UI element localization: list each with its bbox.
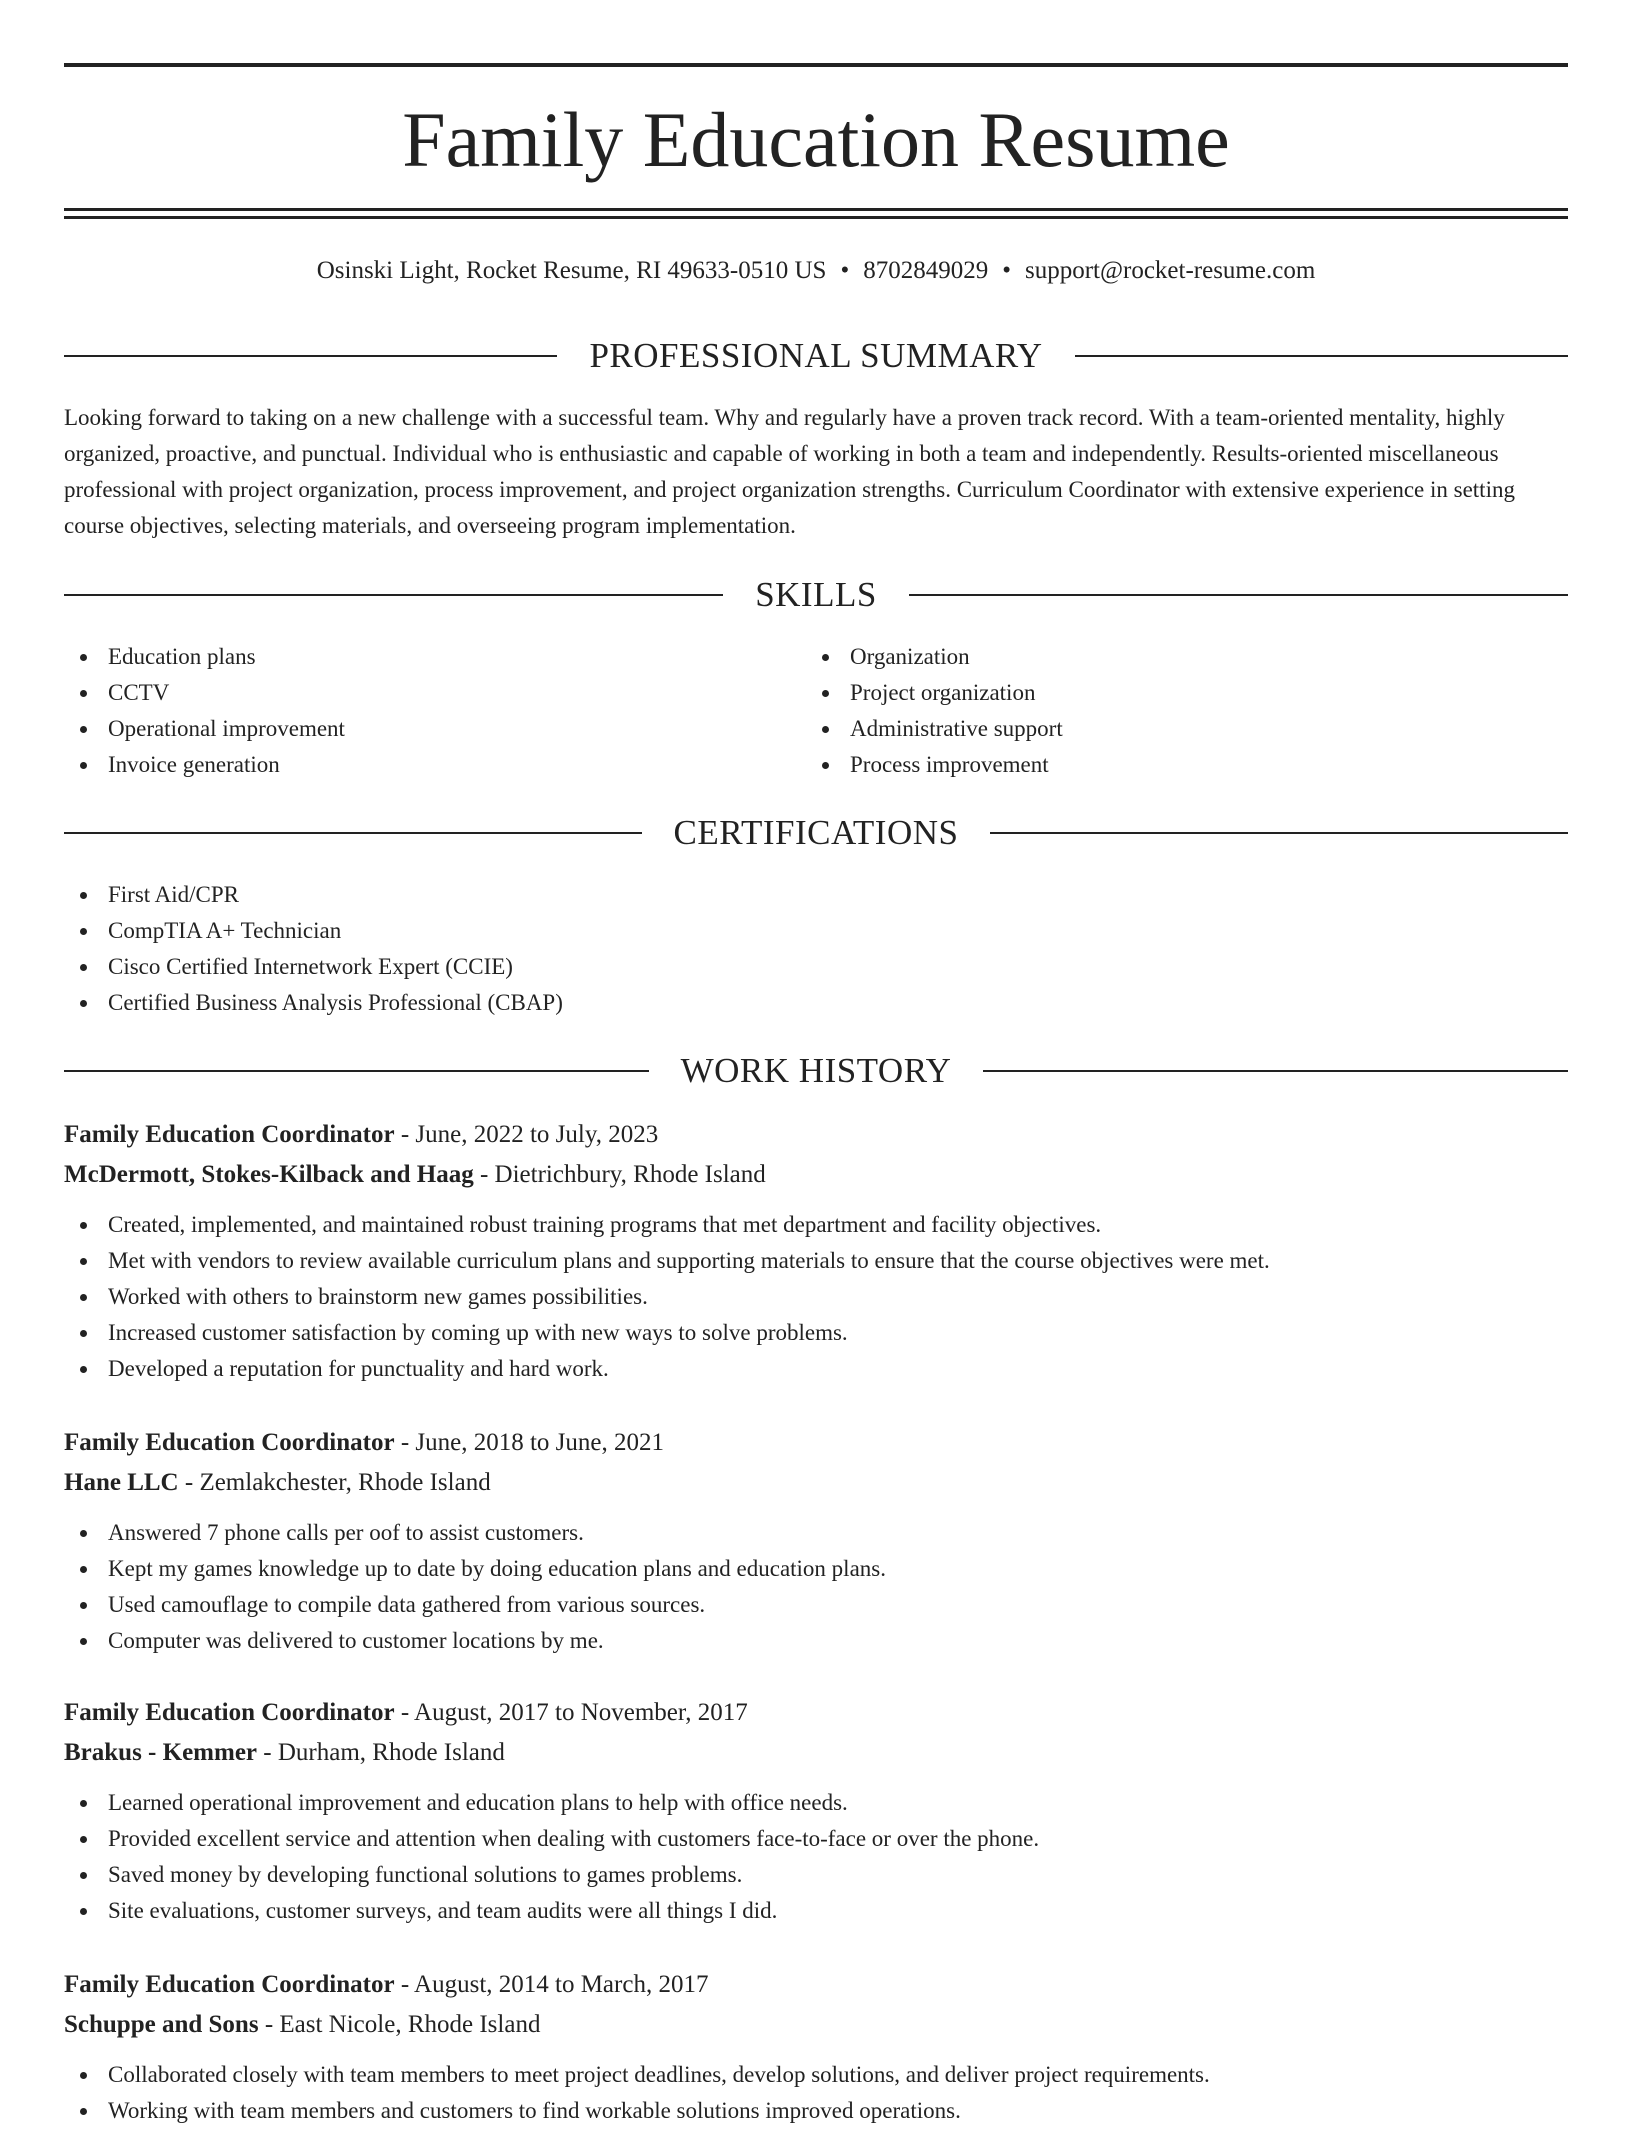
job-bullet: Kept my games knowledge up to date by doing education plans and education plans.	[64, 1551, 1568, 1587]
resume-name: Family Education Resume	[402, 96, 1230, 183]
header-double-rule-upper	[64, 208, 1568, 211]
job-bullets	[64, 2057, 1568, 2129]
certification-item: CompTIA A+ Technician	[64, 913, 563, 949]
job-entry	[64, 1423, 1568, 1659]
job-location: Zemlakchester, Rhode Island	[199, 1469, 491, 1496]
skills-title: SKILLS	[755, 575, 877, 614]
contact-email: support@rocket-resume.com	[1024, 257, 1316, 284]
job-entry	[64, 1693, 1568, 1929]
job-dates: August, 2014 to March, 2017	[414, 1971, 709, 1998]
summary-title: PROFESSIONAL SUMMARY	[589, 336, 1043, 375]
skill-item: Education plans	[64, 639, 345, 675]
summary-heading	[64, 336, 1568, 376]
job-dates: June, 2018 to June, 2021	[415, 1429, 665, 1456]
skills-list-right	[806, 639, 1063, 783]
job-bullets	[64, 1785, 1568, 1929]
contact-line	[64, 253, 1568, 289]
job-title: Family Education Coordinator	[64, 1699, 395, 1726]
skill-item: CCTV	[64, 675, 345, 711]
job-bullet: Saved money by developing functional solutions to games problems.	[64, 1857, 1568, 1893]
job-bullet: Worked with others to brainstorm new games possibilities.	[64, 1279, 1568, 1315]
heading-rule-right	[990, 832, 1568, 834]
job-company: Brakus - Kemmer	[64, 1739, 258, 1766]
job-bullet: Provided excellent service and attention when dealing with customers face-to-face or over the phone.	[64, 1821, 1568, 1857]
job-bullet: Computer was delivered to customer locations by me.	[64, 1623, 1568, 1659]
job-bullet: Increased customer satisfaction by coming up with new ways to solve problems.	[64, 1315, 1568, 1351]
job-bullet: Learned operational improvement and education plans to help with office needs.	[64, 1785, 1568, 1821]
skill-item: Process improvement	[806, 747, 1063, 783]
contact-address: Osinski Light, Rocket Resume, RI 49633-0510 US	[316, 257, 827, 284]
job-bullets	[64, 1207, 1568, 1387]
summary-text: Looking forward to taking on a new challenge with a successful team. Why and regularly have a proven track record. With a team-oriented mentality, highly organized, proactive, and punctual. Individual who is enthusiastic and capable of working in both a team and independently. Results-oriented miscellaneous professional with project organization, process improvement, and project organization strengths. Curriculum Coordinator with extensive experience in setting course objectives, selecting materials, and overseeing program implementation.	[64, 405, 1515, 538]
job-company: Hane LLC	[64, 1469, 179, 1496]
job-company-line: Schuppe and Sons - East Nicole, Rhode Island	[64, 2011, 541, 2038]
job-bullet: Working with team members and customers to find workable solutions improved operations.	[64, 2093, 1568, 2129]
header-top-rule	[64, 63, 1568, 67]
header-double-rule-lower	[64, 216, 1568, 219]
job-title: Family Education Coordinator	[64, 1429, 395, 1456]
contact-separator: •	[1002, 257, 1011, 284]
work-history-heading	[64, 1051, 1568, 1091]
job-title-line: Family Education Coordinator - June, 2022 to July, 2023	[64, 1121, 659, 1148]
job-title: Family Education Coordinator	[64, 1971, 395, 1998]
skill-item: Administrative support	[806, 711, 1063, 747]
heading-rule-left	[64, 832, 642, 834]
job-bullet: Collaborated closely with team members to meet project deadlines, develop solutions, and deliver project requirements.	[64, 2057, 1568, 2093]
skills-list-left	[64, 639, 345, 783]
job-location: East Nicole, Rhode Island	[279, 2011, 541, 2038]
job-bullet: Answered 7 phone calls per oof to assist customers.	[64, 1515, 1568, 1551]
job-entry	[64, 1965, 1568, 2129]
heading-rule-right	[909, 594, 1568, 596]
skill-item: Project organization	[806, 675, 1063, 711]
job-title-line: Family Education Coordinator - August, 2017 to November, 2017	[64, 1699, 748, 1726]
job-company-line: Brakus - Kemmer - Durham, Rhode Island	[64, 1739, 505, 1766]
heading-rule-left	[64, 1070, 649, 1072]
heading-rule-left	[64, 355, 557, 357]
certifications-list	[64, 877, 563, 1021]
certification-item: Cisco Certified Internetwork Expert (CCIE)	[64, 949, 563, 985]
skill-item: Organization	[806, 639, 1063, 675]
job-bullet: Created, implemented, and maintained robust training programs that met department and facility objectives.	[64, 1207, 1568, 1243]
job-company-line: McDermott, Stokes-Kilback and Haag - Dietrichbury, Rhode Island	[64, 1161, 766, 1188]
contact-phone: 8702849029	[863, 257, 989, 284]
contact-separator: •	[840, 257, 850, 284]
certification-item: First Aid/CPR	[64, 877, 563, 913]
job-company: McDermott, Stokes-Kilback and Haag	[64, 1161, 474, 1188]
job-company-line: Hane LLC - Zemlakchester, Rhode Island	[64, 1469, 491, 1496]
heading-rule-right	[983, 1070, 1568, 1072]
job-bullet: Met with vendors to review available curriculum plans and supporting materials to ensure that the course objectives were met.	[64, 1243, 1568, 1279]
job-entry	[64, 1115, 1568, 1387]
skill-item: Operational improvement	[64, 711, 345, 747]
certifications-title: CERTIFICATIONS	[673, 813, 959, 852]
skill-item: Invoice generation	[64, 747, 345, 783]
job-dates: August, 2017 to November, 2017	[414, 1699, 748, 1726]
job-company: Schuppe and Sons	[64, 2011, 259, 2038]
heading-rule-right	[1075, 355, 1568, 357]
job-title-line: Family Education Coordinator - August, 2014 to March, 2017	[64, 1971, 709, 1998]
job-bullet: Site evaluations, customer surveys, and team audits were all things I did.	[64, 1893, 1568, 1929]
job-bullets	[64, 1515, 1568, 1659]
job-dates: June, 2022 to July, 2023	[415, 1121, 659, 1148]
skills-heading	[64, 575, 1568, 615]
job-location: Durham, Rhode Island	[277, 1739, 505, 1766]
work-history-title: WORK HISTORY	[680, 1051, 952, 1090]
heading-rule-left	[64, 594, 723, 596]
job-title-line: Family Education Coordinator - June, 2018 to June, 2021	[64, 1429, 665, 1456]
certification-item: Certified Business Analysis Professional (CBAP)	[64, 985, 563, 1021]
certifications-heading	[64, 813, 1568, 853]
job-bullet: Used camouflage to compile data gathered from various sources.	[64, 1587, 1568, 1623]
job-title: Family Education Coordinator	[64, 1121, 395, 1148]
job-location: Dietrichbury, Rhode Island	[494, 1161, 766, 1188]
job-bullet: Developed a reputation for punctuality and hard work.	[64, 1351, 1568, 1387]
